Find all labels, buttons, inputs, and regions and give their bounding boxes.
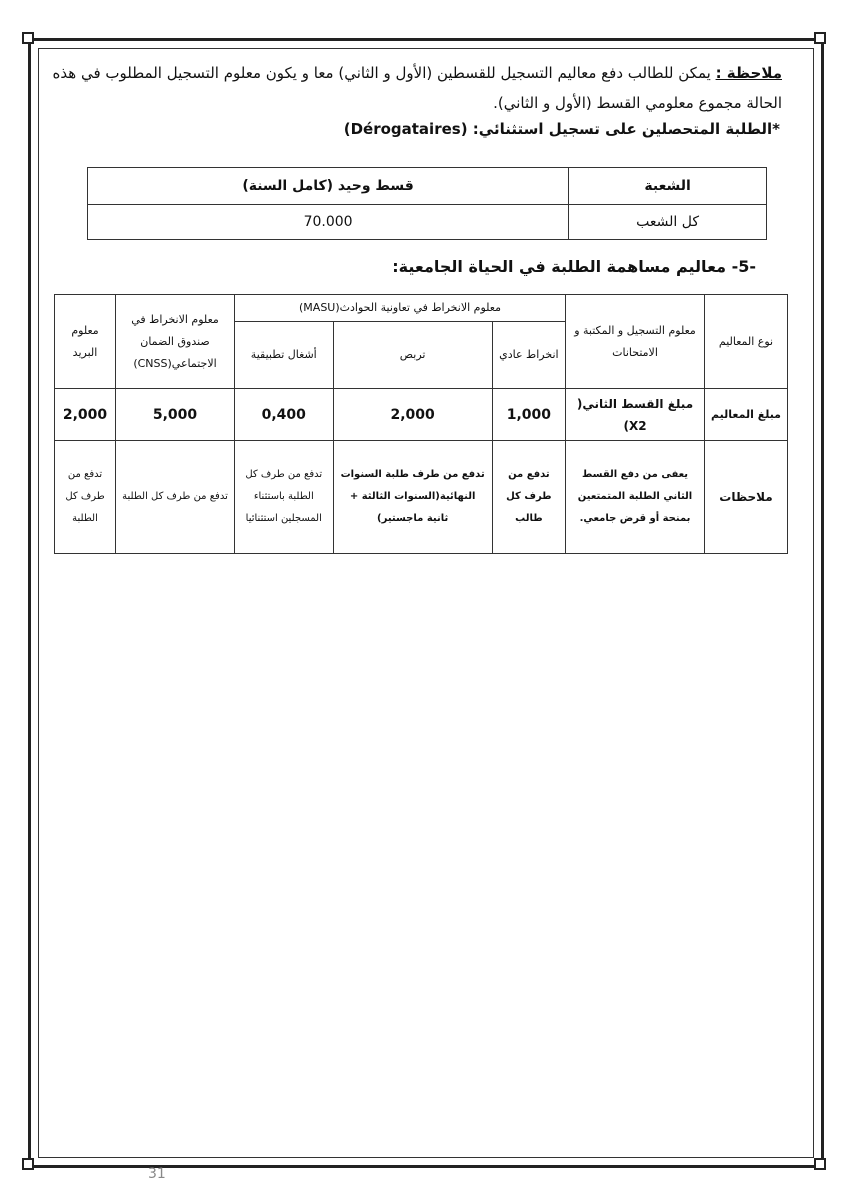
cell-branch: كل الشعب [569,205,767,240]
header-masu-regular: انخراط عادي [492,322,565,389]
cell-cnss-note: تدفع من طرف كل الطلبة [116,441,235,554]
cell-masu-practical-amount: 0,400 [235,389,334,441]
header-postal-fee: معلوم البريد [55,295,116,389]
cell-masu-regular-amount: 1,000 [492,389,565,441]
border-corner [22,32,34,44]
cell-masu-internship-amount: 2,000 [333,389,492,441]
border-corner [22,1158,34,1170]
cell-cnss-amount: 5,000 [116,389,235,441]
section-5-heading: -5- معاليم مساهمة الطلبة في الحياة الجامعية: [392,257,756,276]
header-masu-internship: تربص [333,322,492,389]
header-registration-fee: معلوم التسجيل و المكتبة و الامتحانات [566,295,705,389]
note-label: ملاحظة : [715,64,782,82]
column-header-single-installment: قسط وحيد (كامل السنة) [88,168,569,205]
cell-single-installment: 70.000 [88,205,569,240]
cell-registration-amount: مبلغ القسط الثاني( X2) [566,389,705,441]
cell-registration-note: يعفى من دفع القسط الثاني الطلبة المتمتعين بمنحة أو قرض جامعي. [566,441,705,554]
column-header-branch: الشعبة [569,168,767,205]
cell-postal-note: تدفع من طرف كل الطلبة [55,441,116,554]
cell-masu-practical-note: تدفع من طرف كل الطلبة باستثناء المسجلين استثنائيا [235,441,334,554]
student-life-fees-table [54,294,788,554]
note-text: يمكن للطالب دفع معاليم التسجيل للقسطين (الأول و الثاني) معا و يكون معلوم التسجيل المطلوب في هذه الحالة مجموع معلومي القسط (الأول و الثاني). [52,64,782,112]
row-label-amount: مبلغ المعاليم [705,389,788,441]
cell-masu-regular-note: تدفع من طرف كل طالب [492,441,565,554]
border-corner [814,1158,826,1170]
header-cnss-fee: معلوم الانخراط في صندوق الضمان الاجتماعي(CNSS) [116,295,235,389]
header-masu-practical: أشغال تطبيقية [235,322,334,389]
row-label-notes: ملاحظات [705,441,788,554]
derogatory-heading: *الطلبة المتحصلين على تسجيل استثنائي: (Dérogataires) [343,120,780,138]
cell-masu-internship-note: تدفع من طرف طلبة السنوات النهائية(السنوات الثالثة + ثانية ماجستير) [333,441,492,554]
header-fee-type: نوع المعاليم [705,295,788,389]
cell-postal-amount: 2,000 [55,389,116,441]
registration-note [50,58,782,118]
border-corner [814,32,826,44]
page-content [50,52,790,524]
header-masu-fee: معلوم الانخراط في تعاونية الحوادث(MASU) [235,295,566,322]
page-number: 31 [148,1166,166,1182]
derogatory-fees-table [87,167,767,240]
